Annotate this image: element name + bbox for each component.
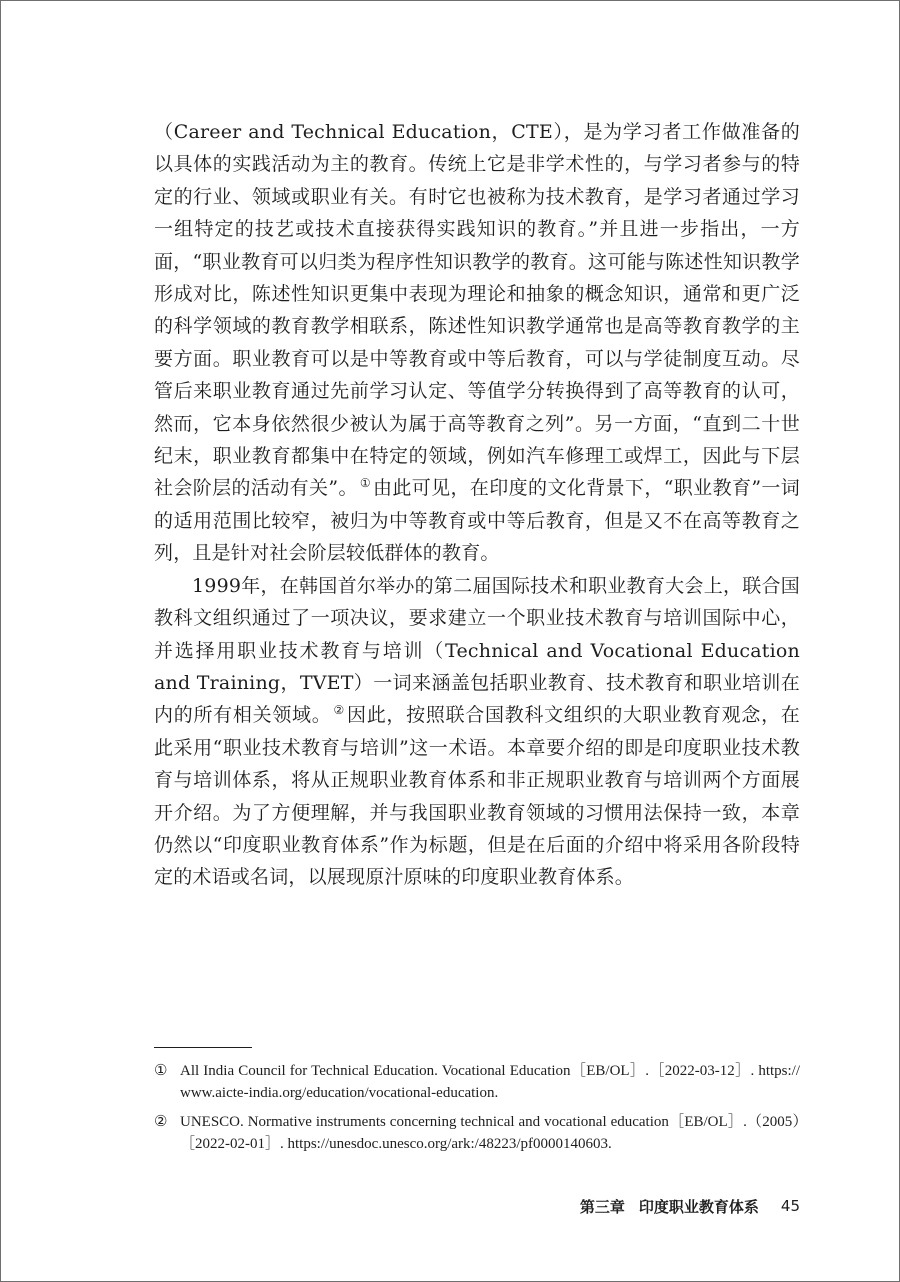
paragraph-1 (154, 116, 800, 570)
paragraph-1-text-b: 由此可见，在印度的文化背景下，“职业教育”一词的适用范围比较窄，被归为中等教育或中等后教育，但是又不在高等教育之列，且是针对社会阶层较低群体的教育。 (154, 477, 800, 565)
footnote-2-text: UNESCO. Normative instruments concerning technical and vocational education［EB/OL］.（2005）［2022-02-01］. https://unesdoc.unesco.org/ark:/48223/pf0000140603. (180, 1114, 800, 1152)
footnote-1-text: All India Council for Technical Education. Vocational Education［EB/OL］.［2022-03-12］. https://www.aicte-india.org/education/vocational-education. (180, 1063, 800, 1101)
footer-title: 印度职业教育体系 (638, 1197, 759, 1216)
footnotes (154, 1060, 800, 1162)
body-text (154, 116, 800, 894)
paragraph-2-text-b: 因此，按照联合国教科文组织的大职业教育观念，在此采用“职业技术教育与培训”这一术语。本章要介绍的即是印度职业技术教育与培训体系，将从正规职业教育体系和非正规职业教育与培训两个方面展开介绍。为了方便理解，并与我国职业教育领域的习惯用法保持一致，本章仍然以“印度职业教育体系”作为标题，但是在后面的介绍中将采用各阶段特定的术语或名词，以展现原汁原味的印度职业教育体系。 (154, 704, 800, 889)
footnote-ref-2[interactable]: ② (333, 703, 345, 718)
footnote-2 (154, 1111, 800, 1155)
paragraph-2-text-a: 1999年，在韩国首尔举办的第二届国际技术和职业教育大会上，联合国教科文组织通过了一项决议，要求建立一个职业技术教育与培训国际中心，并选择用职业技术教育与培训（Technical and Vocational Education and Training，TVET）一词来涵盖包括职业教育、技术教育和职业培训在内的所有相关领域。 (154, 574, 800, 727)
page-number: 45 (780, 1197, 800, 1215)
footnote-ref-1[interactable]: ① (359, 476, 372, 491)
footer-chapter: 第三章 (579, 1197, 625, 1216)
footnote-1 (154, 1060, 800, 1104)
running-footer (560, 1194, 800, 1218)
paragraph-2 (154, 570, 800, 894)
footnote-1-mark: ① (154, 1063, 168, 1079)
footnote-divider (154, 1047, 252, 1048)
paragraph-1-text-a: （Career and Technical Education，CTE），是为学习者工作做准备的以具体的实践活动为主的教育。传统上它是非学术性的，与学习者参与的特定的行业、领域或职业有关。有时它也被称为技术教育，是学习者通过学习一组特定的技艺或技术直接获得实践知识的教育。”并且进一步指出，一方面，“职业教育可以归类为程序性知识教学的教育。这可能与陈述性知识教学形成对比，陈述性知识更集中表现为理论和抽象的概念知识，通常和更广泛的科学领域的教育教学相联系，陈述性知识教学通常也是高等教育教学的主要方面。职业教育可以是中等教育或中等后教育，可以与学徒制度互动。尽管后来职业教育通过先前学习认定、等值学分转换得到了高等教育的认可，然而，它本身依然很少被认为属于高等教育之列”。另一方面，“直到二十世纪末，职业教育都集中在特定的领域，例如汽车修理工或焊工，因此与下层社会阶层的活动有关”。 (154, 121, 800, 500)
footnote-2-mark: ② (154, 1114, 168, 1130)
